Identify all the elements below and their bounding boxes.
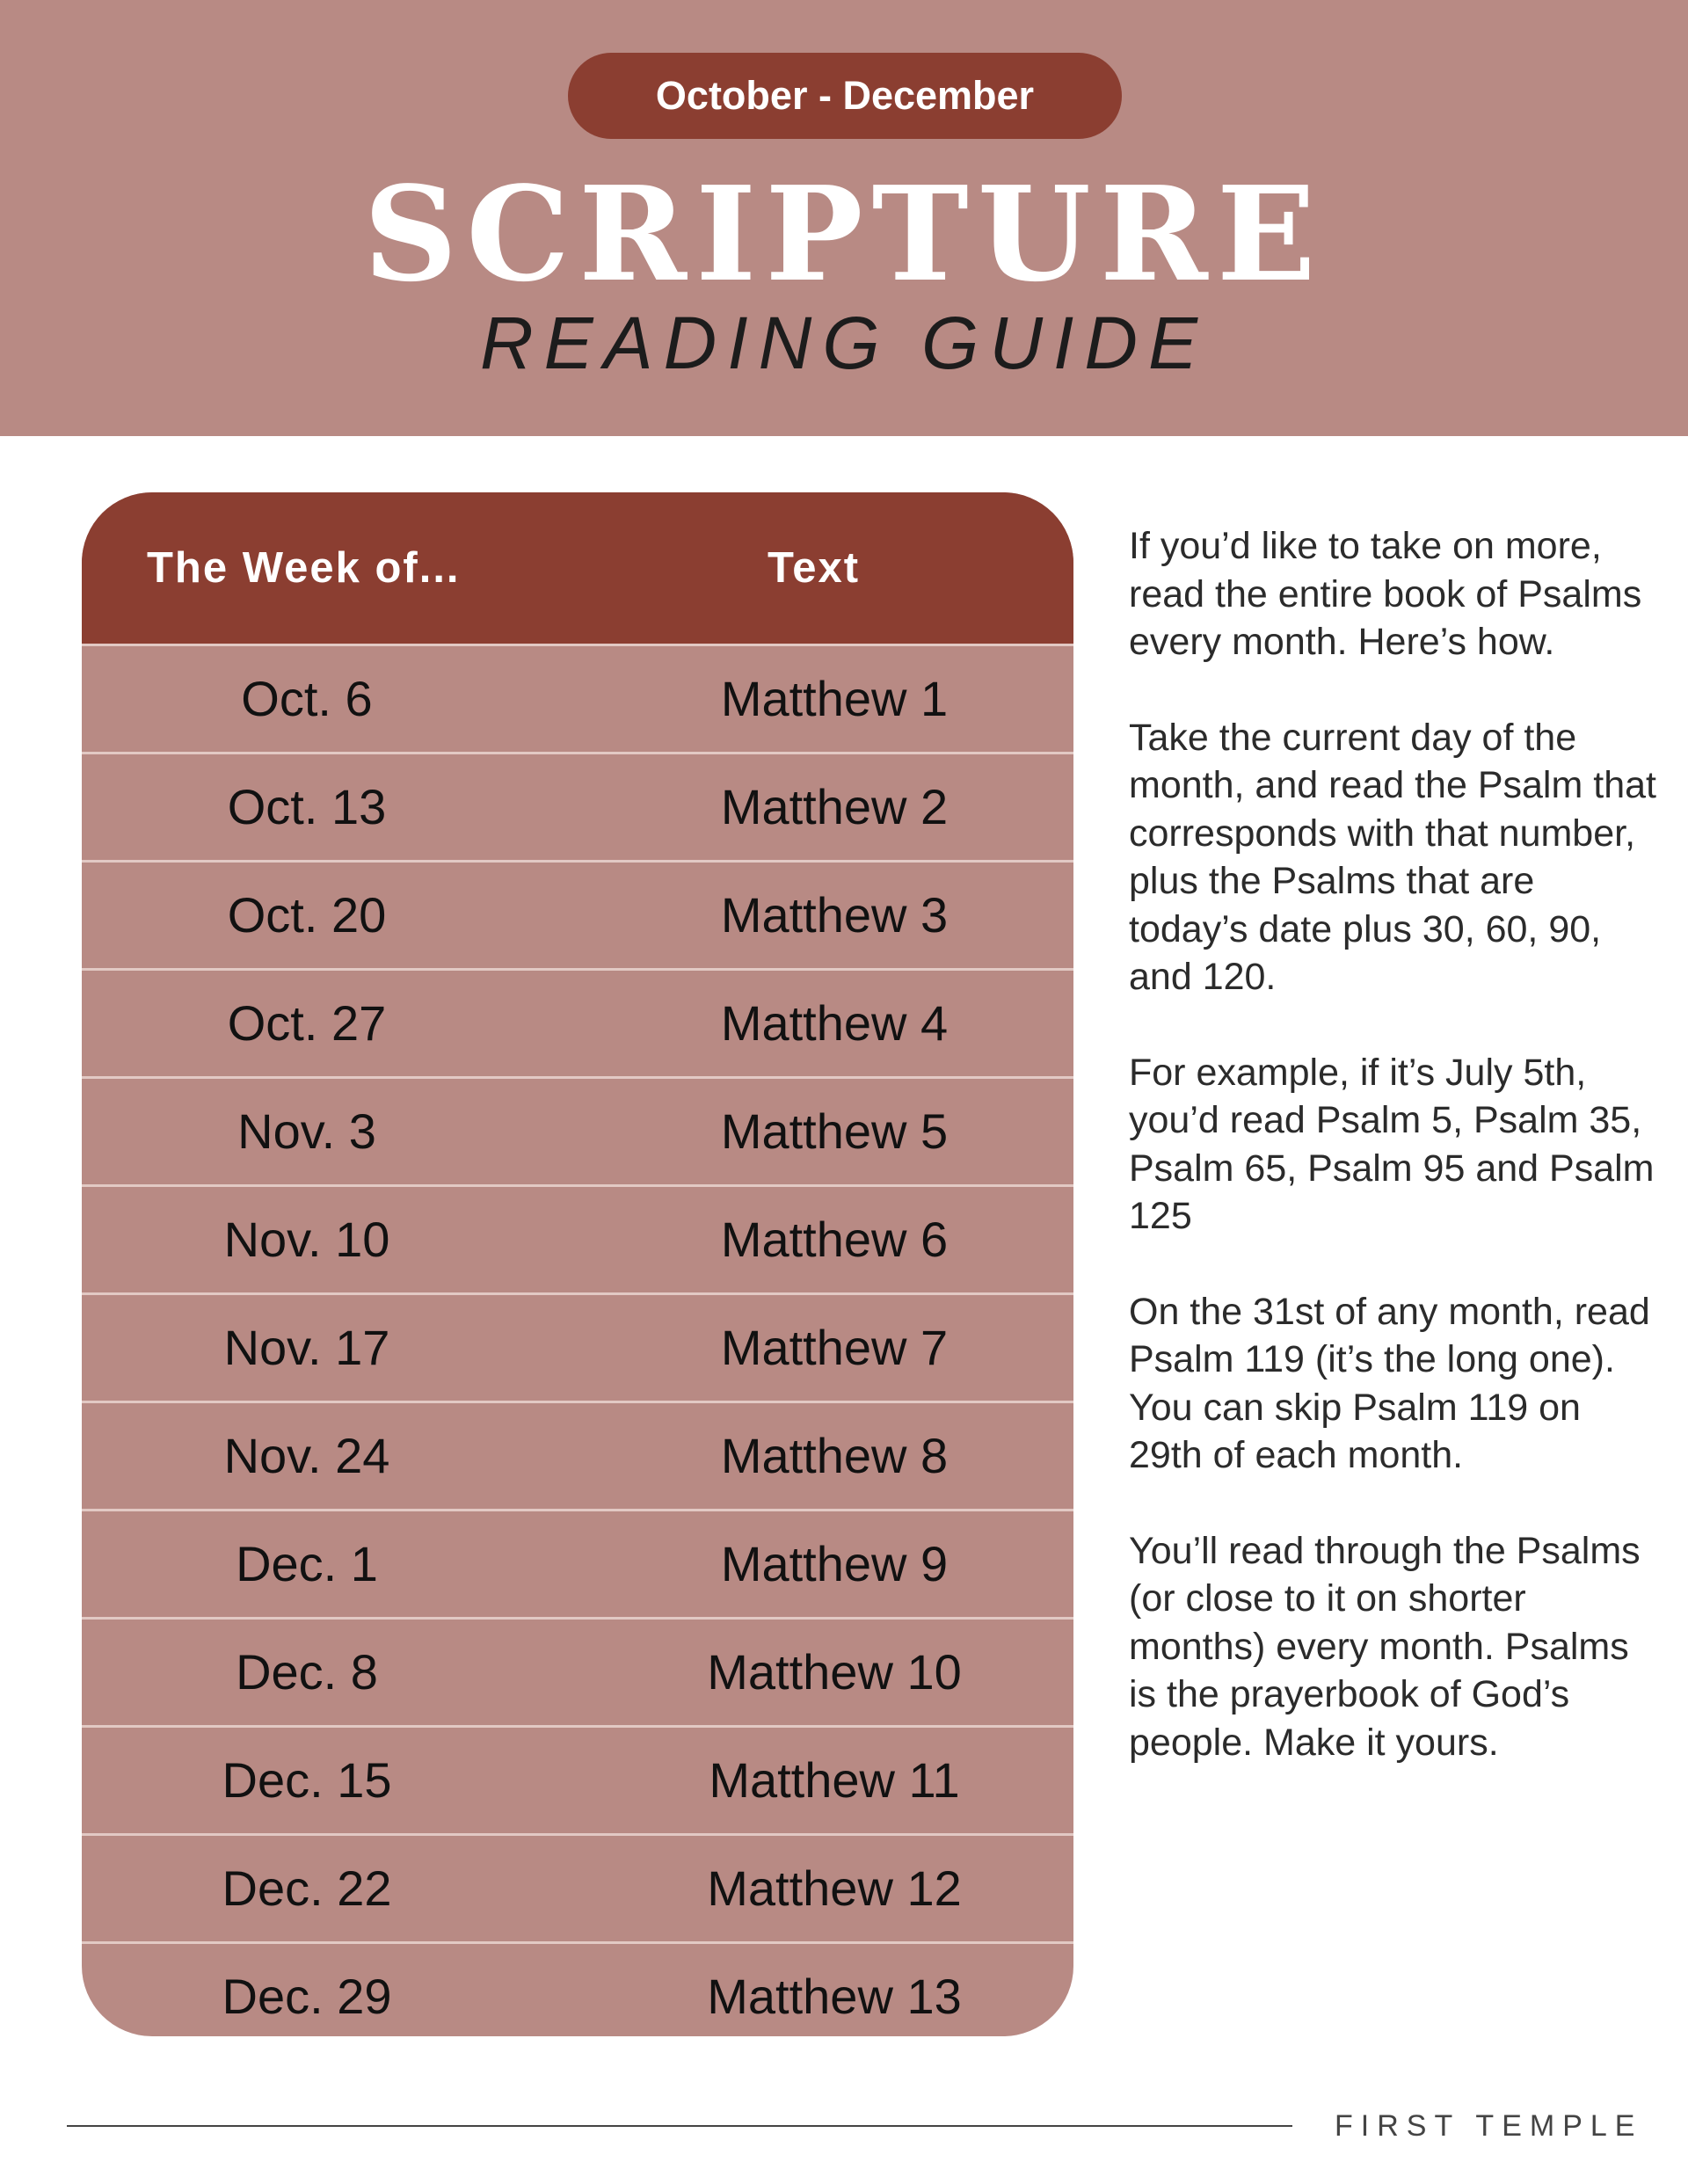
reading-schedule-table [82, 492, 1073, 2036]
exception-paragraph: On the 31st of any month, read Psalm 119 (it’s the long one). You can skip Psalm 119 on 29th of each month. [1129, 1290, 1650, 1476]
example-paragraph: For example, if it’s July 5th, you’d read Psalm 5, Psalm 35, Psalm 65, Psalm 95 and Psalm 125 [1129, 1051, 1655, 1237]
date-range-badge: October - December [568, 53, 1122, 139]
table-row [82, 1617, 1073, 1725]
table-row [82, 860, 1073, 968]
text-cell: Matthew 7 [720, 1320, 949, 1375]
footer-divider [67, 2125, 1292, 2127]
table-row [82, 1941, 1073, 2036]
text-cell: Matthew 8 [720, 1428, 949, 1483]
header-band [0, 0, 1688, 436]
text-cell: Matthew 3 [720, 887, 949, 943]
page-subtitle: READING GUIDE [479, 302, 1209, 384]
footer-brand: FIRST TEMPLE [1335, 2109, 1643, 2143]
table-row [82, 1833, 1073, 1941]
psalms-instructions [1129, 522, 1656, 1814]
week-cell: Nov. 17 [223, 1320, 390, 1375]
week-cell: Nov. 10 [223, 1212, 390, 1267]
week-cell: Oct. 13 [227, 779, 387, 834]
text-cell: Matthew 10 [707, 1644, 962, 1700]
text-cell: Matthew 2 [720, 779, 949, 834]
column-header-week: The Week of... [147, 544, 461, 592]
column-header-text: Text [768, 544, 861, 592]
week-cell: Dec. 22 [222, 1860, 392, 1916]
week-cell: Dec. 15 [222, 1752, 392, 1808]
week-cell: Oct. 27 [227, 995, 387, 1051]
table-row [82, 644, 1073, 752]
table-header [82, 492, 1073, 644]
table-row [82, 752, 1073, 860]
week-cell: Nov. 24 [223, 1428, 390, 1483]
text-cell: Matthew 12 [707, 1860, 962, 1916]
text-cell: Matthew 1 [720, 671, 949, 726]
intro-paragraph: If you’d like to take on more, read the entire book of Psalms every month. Here’s how. [1129, 525, 1642, 663]
table-row [82, 1076, 1073, 1184]
table-row [82, 1509, 1073, 1617]
week-cell: Dec. 1 [236, 1536, 378, 1591]
text-cell: Matthew 6 [720, 1212, 949, 1267]
table-row [82, 968, 1073, 1076]
closing-paragraph: You’ll read through the Psalms (or close to it on shorter months) every month. Psalms is the prayerbook of God’s people. Make it yours. [1129, 1529, 1641, 1764]
page-title: SCRIPTURE [363, 157, 1325, 310]
week-cell: Dec. 29 [222, 1969, 392, 2024]
table-row [82, 1184, 1073, 1292]
week-cell: Dec. 8 [236, 1644, 378, 1700]
text-cell: Matthew 5 [720, 1103, 949, 1159]
text-cell: Matthew 13 [707, 1969, 962, 2024]
table-row [82, 1401, 1073, 1509]
table-row [82, 1725, 1073, 1833]
method-paragraph: Take the current day of the month, and read the Psalm that corresponds with that number, plus the Psalms that are today’s date plus 30, 60, 90, and 120. [1129, 716, 1656, 998]
text-cell: Matthew 4 [720, 995, 949, 1051]
week-cell: Oct. 20 [227, 887, 387, 943]
text-cell: Matthew 11 [709, 1752, 960, 1808]
text-cell: Matthew 9 [720, 1536, 949, 1591]
week-cell: Nov. 3 [237, 1103, 376, 1159]
week-cell: Oct. 6 [241, 671, 373, 726]
table-row [82, 1292, 1073, 1401]
